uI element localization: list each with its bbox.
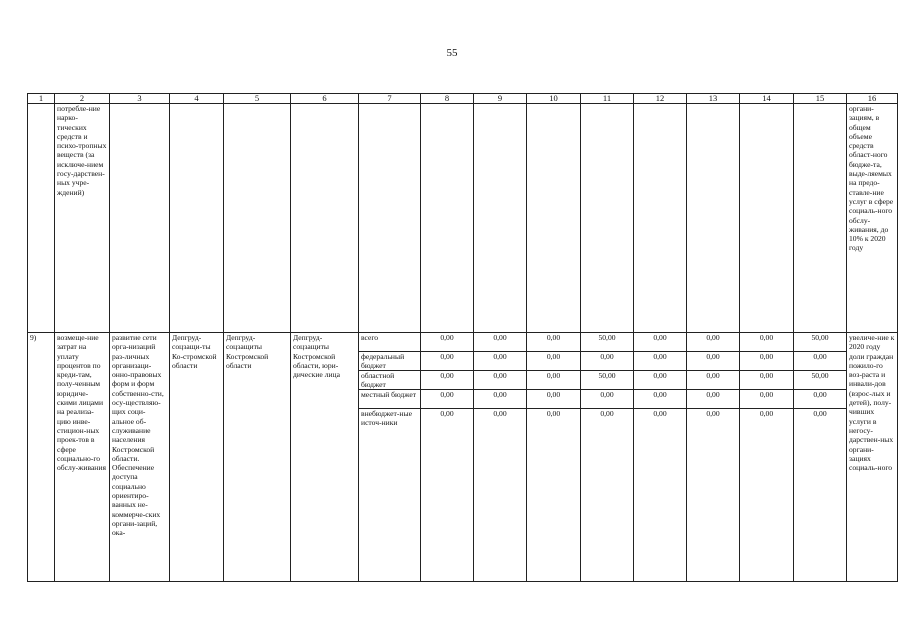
cell-number: 9) [28,333,55,582]
funding-value: 0,00 [634,333,686,352]
funding-value: 0,00 [740,333,793,352]
header-cell: 14 [740,94,794,104]
funding-value: 0,00 [527,352,580,371]
funding-value: 0,00 [687,371,739,390]
header-cell: 12 [634,94,687,104]
program-table [27,93,898,582]
funding-value: 0,00 [474,352,526,371]
funding-value: 0,00 [634,371,686,390]
funding-value: 0,00 [474,371,526,390]
cell-year-12 [634,333,687,582]
funding-value: 0,00 [687,333,739,352]
header-cell: 2 [55,94,110,104]
funding-value: 0,00 [740,390,793,409]
funding-value: 0,00 [581,390,633,409]
funding-source: внебюджет-ные источ-ники [361,409,412,428]
cell-year-9 [474,333,527,582]
header-cell: 7 [359,94,421,104]
funding-value: 0,00 [421,352,473,371]
funding-value: 50,00 [581,333,633,352]
funding-value: 0,00 [527,371,580,390]
header-cell: 10 [527,94,581,104]
header-cell: 8 [421,94,474,104]
cell-participants: Депгруд-соцзащиты Костромской области, юри-дические лица [291,333,359,582]
funding-value: 0,00 [546,409,561,418]
funding-value: 0,00 [687,352,739,371]
cell-indicator: увеличе-ние к 2020 году доли граждан пожило-го воз-раста и инвали-дов (взрос-лых и детей), полу-чивших услуги в негосу-дарствен-ных органи-зациях социаль-ного [847,333,898,582]
funding-value: 0,00 [706,409,720,418]
funding-value: 0,00 [440,409,454,418]
cell-total-15 [794,333,847,582]
funding-value: 0,00 [653,409,667,418]
funding-value: 0,00 [421,333,473,352]
header-cell: 15 [794,94,847,104]
header-cell: 3 [110,94,170,104]
cell-executor: Депгруд-соцзащи-ты Ко-стромской области [170,333,224,582]
funding-value: 50,00 [794,333,846,352]
cell-measure: возмеще-ние затрат на уплату процентов по креди-там, полу-ченным юридиче-скими лицами на реализа-цию инве-стицион-ных проек-тов в сфере социально-го обслу-живания [55,333,110,582]
cell-coexecutor: Депгруд-соцзащиты Костромской области [224,333,291,582]
header-cell: 11 [581,94,634,104]
header-row [28,94,898,104]
funding-value: 0,00 [474,333,526,352]
cell-indicator: органи-зациям, в общем объеме средств област-ного бюдже-та, выде-ляемых на предо-ставле-ние услуг в сфере социаль-ного обслу-живания, до 10% к 2020 году [847,104,898,333]
funding-value: 0,00 [474,390,526,409]
header-cell: 4 [170,94,224,104]
cell-year-11 [581,333,634,582]
funding-source: местный бюджет [359,390,420,409]
header-cell: 13 [687,94,740,104]
table-row [28,104,898,333]
cell-task: развитие сети орга-низаций раз-личных организаци-онно-правовых форм и форм собственно-сти, осу-ществляю-щих соци-альное об-служивание населения Костромской области. Обеспечение доступа социально ориентиро-ванных не-коммерче-ских органи-заций, ока- [110,333,170,582]
funding-value: 50,00 [581,371,633,390]
page-number: 55 [446,47,458,59]
funding-value: 0,00 [794,390,846,409]
table-row [28,333,898,582]
cell-year-14 [740,333,794,582]
cell-sources [359,333,421,582]
funding-value: 0,00 [493,409,507,418]
header-cell: 9 [474,94,527,104]
funding-value: 0,00 [634,352,686,371]
funding-source: областной бюджет [359,371,420,390]
funding-source: федеральный бюджет [359,352,420,371]
funding-value: 0,00 [581,352,633,371]
funding-value: 0,00 [527,333,580,352]
header-cell: 16 [847,94,898,104]
cell-year-13 [687,333,740,582]
cell-year-8 [421,333,474,582]
funding-value: 0,00 [687,390,739,409]
funding-value: 50,00 [794,371,846,390]
cell-number [28,104,55,333]
funding-value: 0,00 [813,409,827,418]
header-cell: 5 [224,94,291,104]
cell-year-10 [527,333,581,582]
funding-value: 0,00 [600,409,614,418]
funding-source: всего [359,333,420,352]
funding-value: 0,00 [421,390,473,409]
funding-value: 0,00 [634,390,686,409]
funding-value: 0,00 [794,352,846,371]
cell-measure: потребле-ние нарко-тических средств и психо-тропных веществ (за исключе-нием госу-дарствен-ных учре-ждений) [55,104,110,333]
funding-value: 0,00 [759,409,774,418]
funding-value: 0,00 [740,371,793,390]
funding-value: 0,00 [527,390,580,409]
header-cell: 1 [28,94,55,104]
funding-value: 0,00 [421,371,473,390]
funding-value: 0,00 [740,352,793,371]
header-cell: 6 [291,94,359,104]
